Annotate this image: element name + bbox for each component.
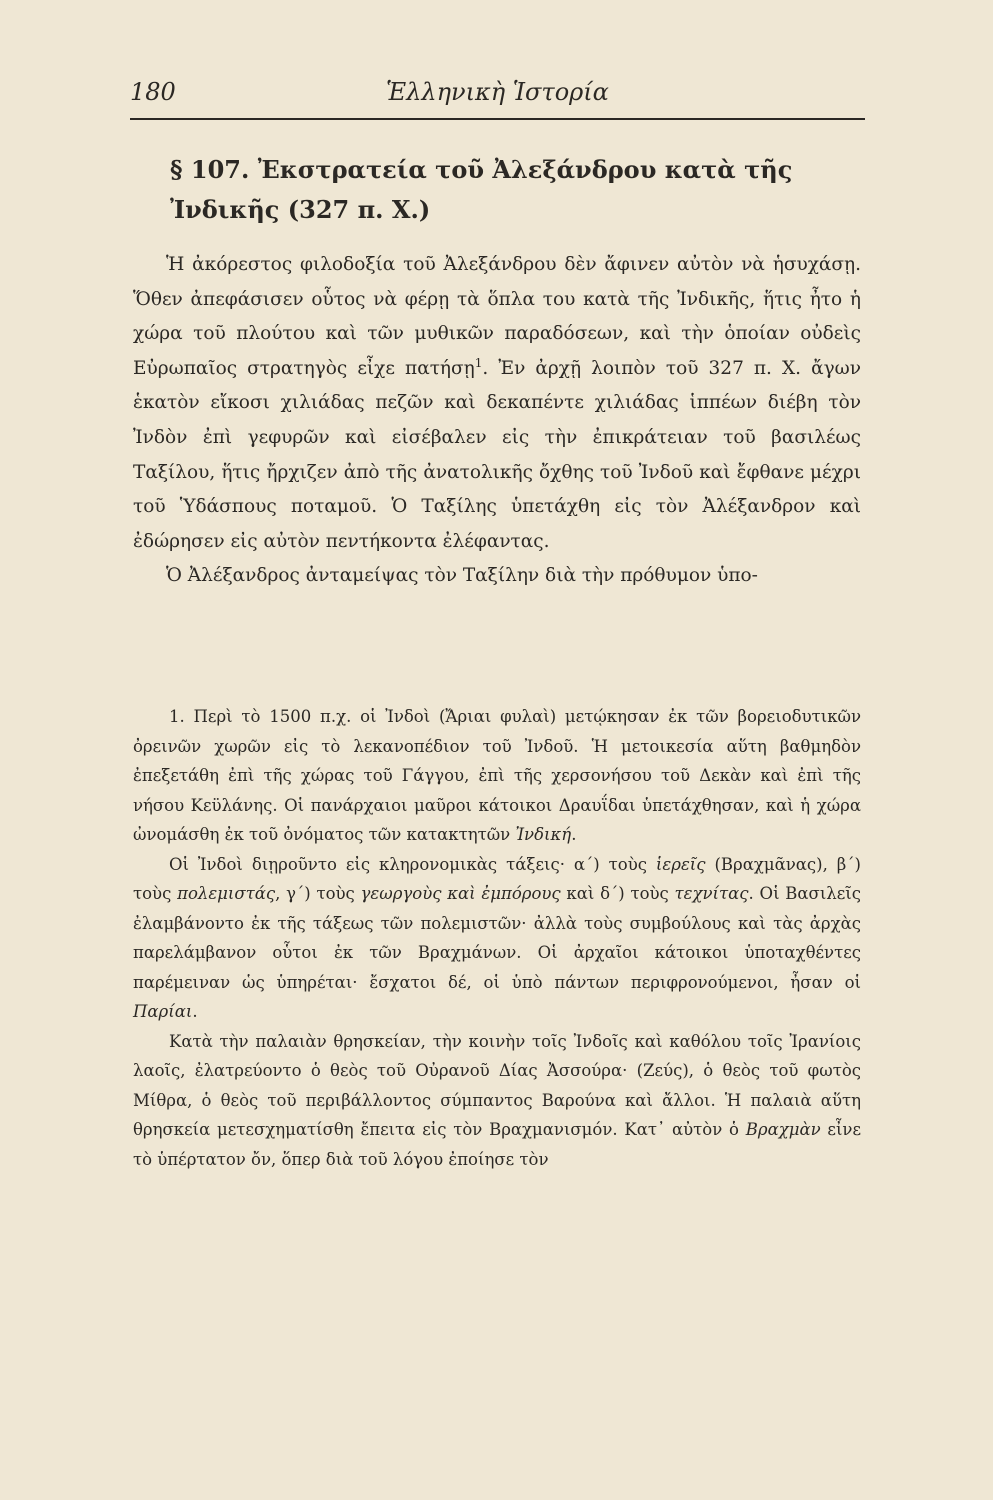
footnote-emphasis: Βραχμὰν	[745, 1120, 821, 1139]
paragraph	[133, 248, 861, 559]
section-title-line2: Ἰνδικῆς (327 π. Χ.)	[170, 195, 431, 224]
footnote-reference: 1	[474, 355, 483, 370]
running-title: Ἑλληνικὴ Ἱστορία	[386, 78, 609, 106]
running-head	[130, 78, 865, 118]
paragraph-text: . Ἐν ἀρχῇ λοιπὸν τοῦ 327 π. Χ. ἄγων ἑκατὸν εἴκοσι χιλιάδας πεζῶν καὶ δεκαπέντε χιλιάδας ἱππέων διέβη τὸν Ἰνδὸν ἐπὶ γεφυρῶν καὶ εἰσέβαλεν εἰς τὴν ἐπικράτειαν τοῦ βασιλέως Ταξίλου, ἥτις ἤρχιζεν ἀπὸ τῆς ἀνατολικῆς ὄχθης τοῦ Ἰνδοῦ καὶ ἔφθανε μέχρι τοῦ Ὑδάσπους ποταμοῦ. Ὁ Ταξίλης ὑπετάχθη εἰς τὸν Ἀλέξανδρον καὶ ἐδώρησεν εἰς αὐτὸν πεντήκοντα ἐλέφαντας.	[133, 357, 861, 552]
footnote-text: 1. Περὶ τὸ 1500 π.χ. οἱ Ἰνδοὶ (Ἄριαι φυλαὶ) μετῴκησαν ἐκ τῶν βορειοδυτικῶν ὀρεινῶν χωρῶν εἰς τὸ λεκανοπέδιον τοῦ Ἰνδοῦ. Ἡ μετοικεσία αὕτη βαθμηδὸν ἐπεξετάθη ἐπὶ τῆς χώρας τοῦ Γάγγου, ἐπὶ τῆς χερσονήσου τοῦ Δεκὰν καὶ ἐπὶ τῆς νήσου Κεϋλάνης. Οἱ πανάρχαιοι μαῦροι κάτοικοι Δραυΐδαι ὑπετάχθησαν, καὶ ἡ χώρα ὠνομάσθη ἐκ τοῦ ὀνόματος τῶν κατακτητῶν	[133, 707, 861, 844]
footnote-text: .	[192, 1002, 198, 1021]
section-heading	[170, 150, 860, 230]
footnote-text: .	[571, 825, 577, 844]
footnote-emphasis: ἱερεῖς	[655, 854, 706, 874]
header-rule	[130, 118, 865, 120]
footnote-text: καὶ δ΄) τοὺς	[560, 884, 675, 903]
footnotes	[133, 702, 861, 1174]
footnote-emphasis: τεχνίτας	[674, 884, 749, 903]
footnote	[133, 702, 861, 850]
footnote-emphasis: Παρίαι	[133, 1002, 193, 1021]
footnote-text: εἶνε τὸ ὑπέρτατον ὄν, ὅπερ διὰ τοῦ λόγου ἐποίησε τὸν	[133, 1120, 862, 1169]
footnote-paragraph	[133, 850, 861, 1027]
paragraph-text: Ἡ ἀκόρεστος φιλοδοξία τοῦ Ἀλεξάνδρου δὲν ἄφινεν αὐτὸν νὰ ἡσυχάσῃ. Ὅθεν ἀπεφάσισεν οὗτος νὰ φέρῃ τὰ ὅπλα του κατὰ τῆς Ἰνδικῆς, ἥτις ἦτο ἡ χώρα τοῦ πλούτου καὶ τῶν μυθικῶν παραδόσεων, καὶ τὴν ὁποίαν οὐδεὶς Εὐρωπαῖος στρατηγὸς εἶχε πατήσῃ	[133, 254, 861, 379]
footnote-text: , γ΄) τοὺς	[275, 884, 361, 903]
footnote-emphasis: γεωργοὺς καὶ ἐμπόρους	[360, 884, 561, 903]
footnote-paragraph	[133, 1027, 861, 1175]
footnote-text: Κατὰ τὴν παλαιὰν θρησκείαν, τὴν κοινὴν τοῖς Ἰνδοῖς καὶ καθόλου τοῖς Ἰρανίοις λαοῖς, ἐλατρεύοντο ὁ θεὸς τοῦ Οὐρανοῦ Δίας Ἀσσούρα· (Ζεύς), ὁ θεὸς τοῦ φωτὸς Μίθρα, ὁ θεὸς τοῦ περιβάλλοντος σύμπαντος Βαρούνα καὶ ἄλλοι. Ἡ παλαιὰ αὕτη θρησκεία μετεσχηματίσθη ἔπειτα εἰς τὸν Βραχμανισμόν. Κατ᾽ αὐτὸν ὁ	[133, 1031, 861, 1139]
footnote-text: Οἱ Ἰνδοὶ διῃροῦντο εἰς κληρονομικὰς τάξεις· α΄) τοὺς	[169, 854, 656, 874]
footnote-text: (Βραχμᾶνας), β΄) τοὺς	[133, 854, 861, 903]
page-number: 180	[130, 78, 176, 106]
paragraph	[133, 559, 861, 594]
main-text	[133, 248, 861, 594]
section-title-line1: § 107. Ἐκστρατεία τοῦ Ἀλεξάνδρου κατὰ τῆς	[170, 155, 793, 184]
footnote-emphasis: Ἰνδική	[515, 825, 572, 844]
footnote-text: . Οἱ Βασιλεῖς ἐλαμβάνοντο ἐκ τῆς τάξεως τῶν πολεμιστῶν· ἀλλὰ τοὺς συμβούλους καὶ τὰς ἀρχὰς παρελάμβανον οὗτοι ἐκ τῶν Βραχμάνων. Οἱ ἀρχαῖοι κάτοικοι ὑποταχθέντες παρέμειναν ὡς ὑπηρέται· ἔσχατοι δέ, οἱ ὑπὸ πάντων περιφρονούμενοι, ἦσαν οἱ	[133, 884, 861, 992]
paragraph-text: Ὁ Ἀλέξανδρος ἀνταμείψας τὸν Ταξίλην διὰ τὴν πρόθυμον ὑπο-	[166, 565, 758, 587]
footnote-emphasis: πολεμιστάς	[177, 884, 276, 903]
